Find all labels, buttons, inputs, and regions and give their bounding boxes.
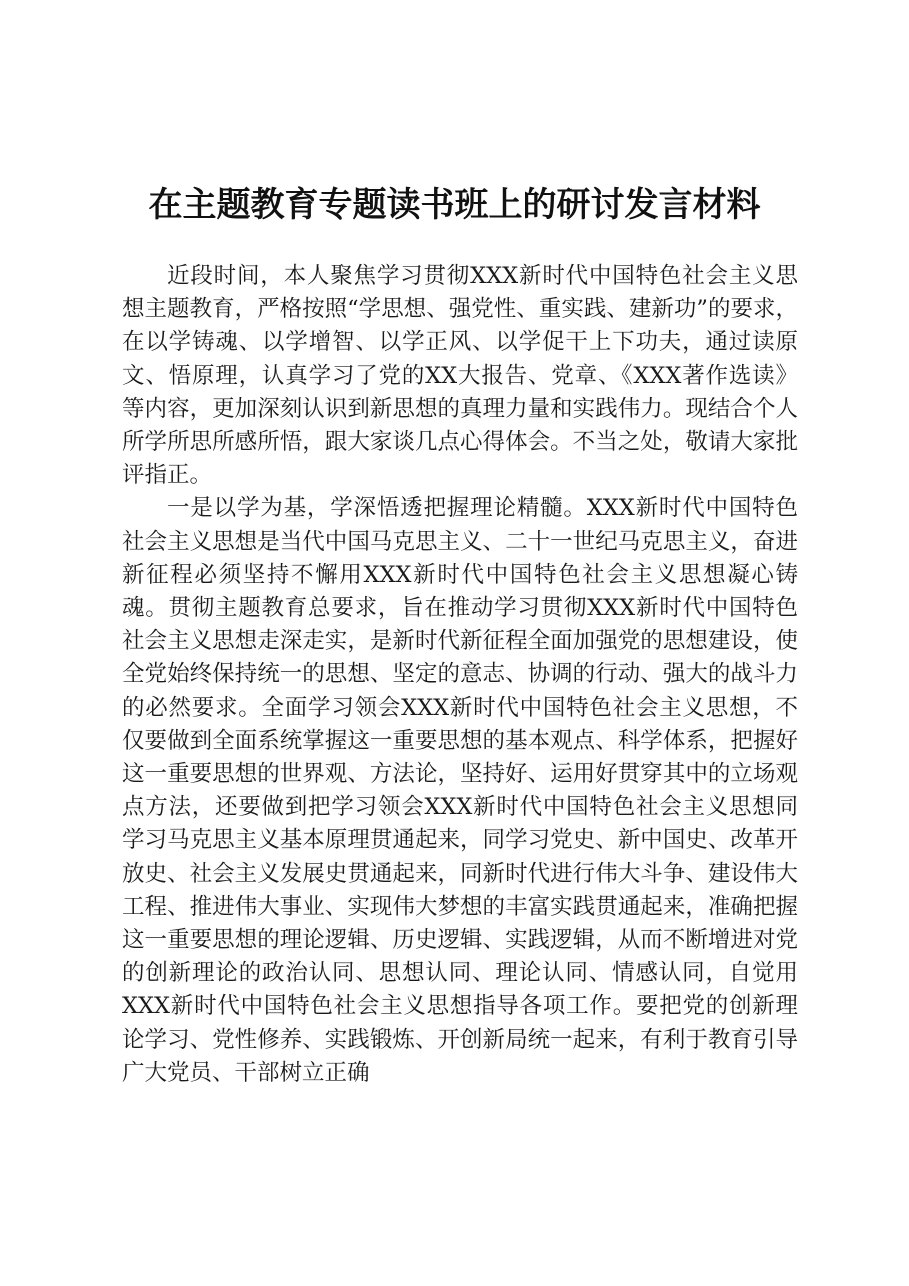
document-body: [122, 260, 798, 1090]
document-title: 在主题教育专题读书班上的研讨发言材料: [148, 185, 761, 225]
paragraph-point-one: 一是以学为基，学深悟透把握理论精髓。XXX新时代中国特色社会主义思想是当代中国马克思主义、二十一世纪马克思主义，奋进新征程必须坚持不懈用XXX新时代中国特色社会主义思想凝心铸魂。贯彻主题教育总要求，旨在推动学习贯彻XXX新时代中国特色社会主义思想走深走实，是新时代新征程全面加强党的思想建设，使全党始终保持统一的思想、坚定的意志、协调的行动、强大的战斗力的必然要求。全面学习领会XXX新时代中国特色社会主义思想，不仅要做到全面系统掌握这一重要思想的基本观点、科学体系，把握好这一重要思想的世界观、方法论，坚持好、运用好贯穿其中的立场观点方法，还要做到把学习领会XXX新时代中国特色社会主义思想同学习马克思主义基本原理贯通起来，同学习党史、新中国史、改革开放史、社会主义发展史贯通起来，同新时代进行伟大斗争、建设伟大工程、推进伟大事业、实现伟大梦想的丰富实践贯通起来，准确把握这一重要思想的理论逻辑、历史逻辑、实践逻辑，从而不断增进对党的创新理论的政治认同、思想认同、理论认同、情感认同，自觉用XXX新时代中国特色社会主义思想指导各项工作。要把党的创新理论学习、党性修养、实践锻炼、开创新局统一起来，有利于教育引导广大党员、干部树立正确: [122, 495, 798, 1086]
paragraph-intro: 近段时间，本人聚焦学习贯彻XXX新时代中国特色社会主义思想主题教育，严格按照“学思想、强党性、重实践、建新功”的要求，在以学铸魂、以学增智、以学正风、以学促干上下功夫，通过读原文、悟原理，认真学习了党的XX大报告、党章、《XXX著作选读》等内容，更加深刻认识到新思想的真理力量和实践伟力。现结合个人所学所思所感所悟，跟大家谈几点心得体会。不当之处，敬请大家批评指正。: [122, 263, 798, 489]
